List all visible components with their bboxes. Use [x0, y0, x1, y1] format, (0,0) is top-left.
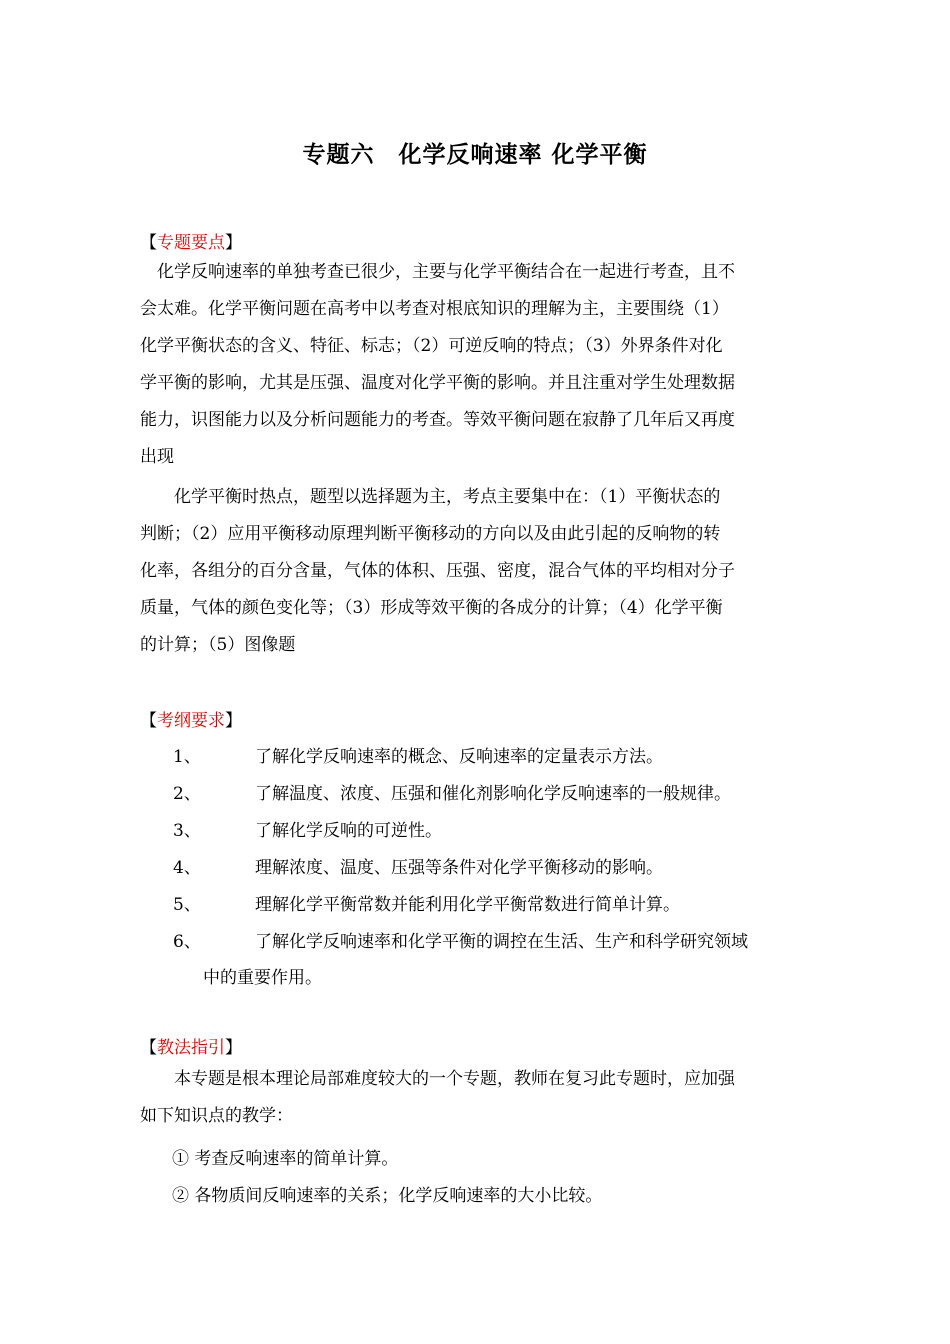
section-heading-teaching: 【教法指引】 [140, 1038, 242, 1058]
paragraph-line: 质量，气体的颜色变化等；（3）形成等效平衡的各成分的计算；（4）化学平衡 [140, 598, 723, 618]
list-item-text: 了解化学反响速率和化学平衡的调控在生活、生产和科学研究领域 [255, 932, 748, 952]
list-item [140, 816, 812, 853]
list-item-number: 3、 [173, 821, 201, 841]
paragraph-line: 如下知识点的教学： [140, 1106, 293, 1126]
section-heading-text: 教法指引 [157, 1038, 225, 1058]
paragraph-line: 化学平衡时热点，题型以选择题为主，考点主要集中在：（1）平衡状态的 [140, 487, 721, 507]
list-item-continuation [140, 963, 812, 1000]
list-item-text: 了解温度、浓度、压强和催化剂影响化学反响速率的一般规律。 [255, 784, 731, 804]
teaching-point-1: ① 考查反响速率的简单计算。 [172, 1149, 399, 1169]
list-item-text: 理解浓度、温度、压强等条件对化学平衡移动的影响。 [255, 858, 663, 878]
list-item [140, 927, 812, 964]
teaching-paragraph [140, 1061, 812, 1135]
list-item-text: 了解化学反响速率的概念、反响速率的定量表示方法。 [255, 747, 663, 767]
paragraph-line: 化率，各组分的百分含量，气体的体积、压强、密度，混合气体的平均相对分子 [140, 561, 735, 581]
page-title: 专题六 化学反响速率 化学平衡 [302, 142, 648, 168]
section-heading-text: 考纲要求 [157, 711, 225, 731]
section-heading-text: 专题要点 [157, 233, 225, 253]
section-heading-syllabus: 【考纲要求】 [140, 711, 242, 731]
list-item [140, 742, 812, 779]
paragraph-line: 的计算；（5）图像题 [140, 635, 296, 655]
paragraph-line: 能力，识图能力以及分析问题能力的考查。等效平衡问题在寂静了几年后又再度 [140, 410, 735, 430]
paragraph-line: 判断；（2）应用平衡移动原理判断平衡移动的方向以及由此引起的反响物的转 [140, 524, 721, 544]
section-heading-key-points: 【专题要点】 [140, 233, 242, 253]
list-item-text: 理解化学平衡常数并能利用化学平衡常数进行简单计算。 [255, 895, 680, 915]
paragraph-line: 会太难。化学平衡问题在高考中以考查对根底知识的理解为主，主要围绕（1） [140, 299, 729, 319]
teaching-point-2: ② 各物质间反响速率的关系；化学反响速率的大小比较。 [172, 1186, 603, 1206]
paragraph-line: 化学平衡状态的含义、特征、标志；（2）可逆反响的特点；（3）外界条件对化 [140, 336, 723, 356]
key-points-paragraph-1 [140, 254, 812, 476]
list-item-text: 了解化学反响的可逆性。 [255, 821, 442, 841]
paragraph-line: 学平衡的影响，尤其是压强、温度对化学平衡的影响。并且注重对学生处理数据 [140, 373, 735, 393]
list-item [140, 779, 812, 816]
list-item [140, 890, 812, 927]
list-item [140, 853, 812, 890]
paragraph-line: 化学反响速率的单独考查已很少，主要与化学平衡结合在一起进行考查，且不 [140, 262, 735, 282]
list-item-number: 5、 [173, 895, 201, 915]
list-item-number: 4、 [173, 858, 201, 878]
list-item-number: 2、 [173, 784, 201, 804]
list-item-text: 中的重要作用。 [203, 968, 322, 988]
paragraph-line: 出现 [140, 447, 174, 467]
paragraph-line: 本专题是根本理论局部难度较大的一个专题，教师在复习此专题时，应加强 [140, 1069, 735, 1089]
list-item-number: 6、 [173, 932, 201, 952]
list-item-number: 1、 [173, 747, 201, 767]
key-points-paragraph-2 [140, 479, 812, 664]
